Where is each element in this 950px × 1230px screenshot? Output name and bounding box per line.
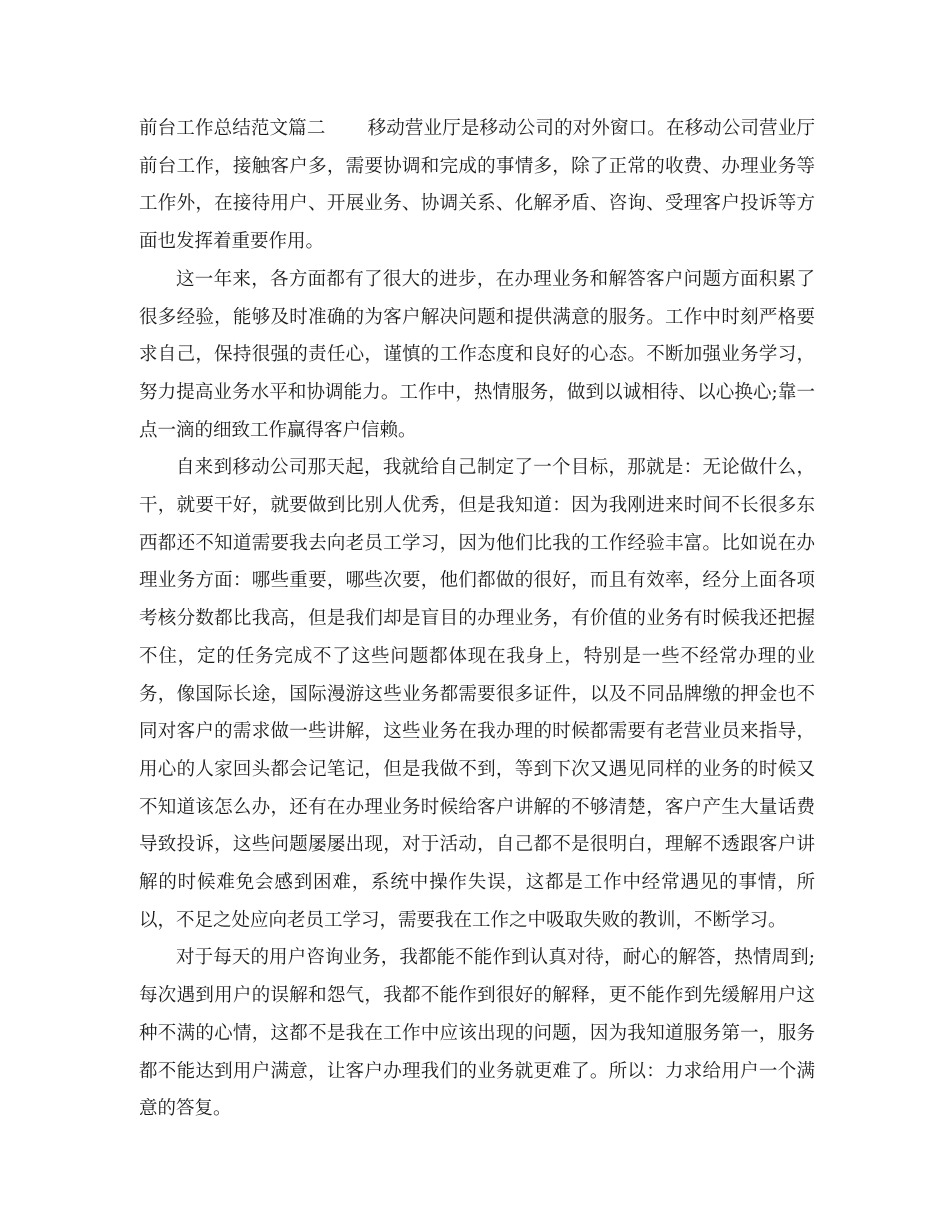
paragraph-1: 这一年来，各方面都有了很大的进步，在办理业务和解答客户问题方面积累了很多经验，能够及时准确的为客户解决问题和提供满意的服务。工作中时刻严格要求自己，保持很强的责任心，谨慎的工作态度和良好的心态。不断加强业务学习，努力提高业务水平和协调能力。工作中，热情服务，做到以诚相待、以心换心;靠一点一滴的细致工作赢得客户信赖。: [139, 268, 815, 441]
intro-text: 移动营业厅是移动公司的对外窗口。在移动公司营业厅前台工作，接触客户多，需要协调和完成的事情多，除了正常的收费、办理业务等工作外，在接待用户、开展业务、协调关系、化解矛盾、咨询、受理客户投诉等方面也发挥着重要作用。: [139, 118, 815, 253]
paragraph-3: 对于每天的用户咨询业务，我都能不能作到认真对待，耐心的解答，热情周到;每次遇到用户的误解和怨气，我都不能作到很好的解释，更不能作到先缓解用户这种不满的心情，这都不是我在工作中应该出现的问题，因为我知道服务第一，服务都不能达到用户满意，让客户办理我们的业务就更难了。所以：力求给用户一个满意的答复。: [139, 947, 815, 1120]
paragraph-2: 自来到移动公司那天起，我就给自己制定了一个目标，那就是：无论做什么，干，就要干好，就要做到比别人优秀，但是我知道：因为我刚进来时间不长很多东西都还不知道需要我去向老员工学习，因为他们比我的工作经验丰富。比如说在办理业务方面：哪些重要，哪些次要，他们都做的很好，而且有效率，经分上面各项考核分数都比我高，但是我们却是盲目的办理业务，有价值的业务有时候我还把握不住，定的任务完成不了这些问题都体现在我身上，特别是一些不经常办理的业务，像国际长途，国际漫游这些业务都需要很多证件，以及不同品牌缴的押金也不同对客户的需求做一些讲解，这些业务在我办理的时候都需要有老营业员来指导，用心的人家回头都会记笔记，但是我做不到，等到下次又遇见同样的业务的时候又不知道该怎么办，还有在办理业务时候给客户讲解的不够清楚，客户产生大量话费导致投诉，这些问题屡屡出现，对于活动，自己都不是很明白，理解不透跟客户讲解的时候难免会感到困难，系统中操作失误，这都是工作中经常遇见的事情，所以，不足之处应向老员工学习，需要我在工作之中吸取失败的教训，不断学习。: [139, 457, 815, 931]
document-body: [139, 110, 815, 1128]
intro-paragraph: [139, 110, 815, 261]
document-heading: 前台工作总结范文篇二: [139, 118, 326, 139]
